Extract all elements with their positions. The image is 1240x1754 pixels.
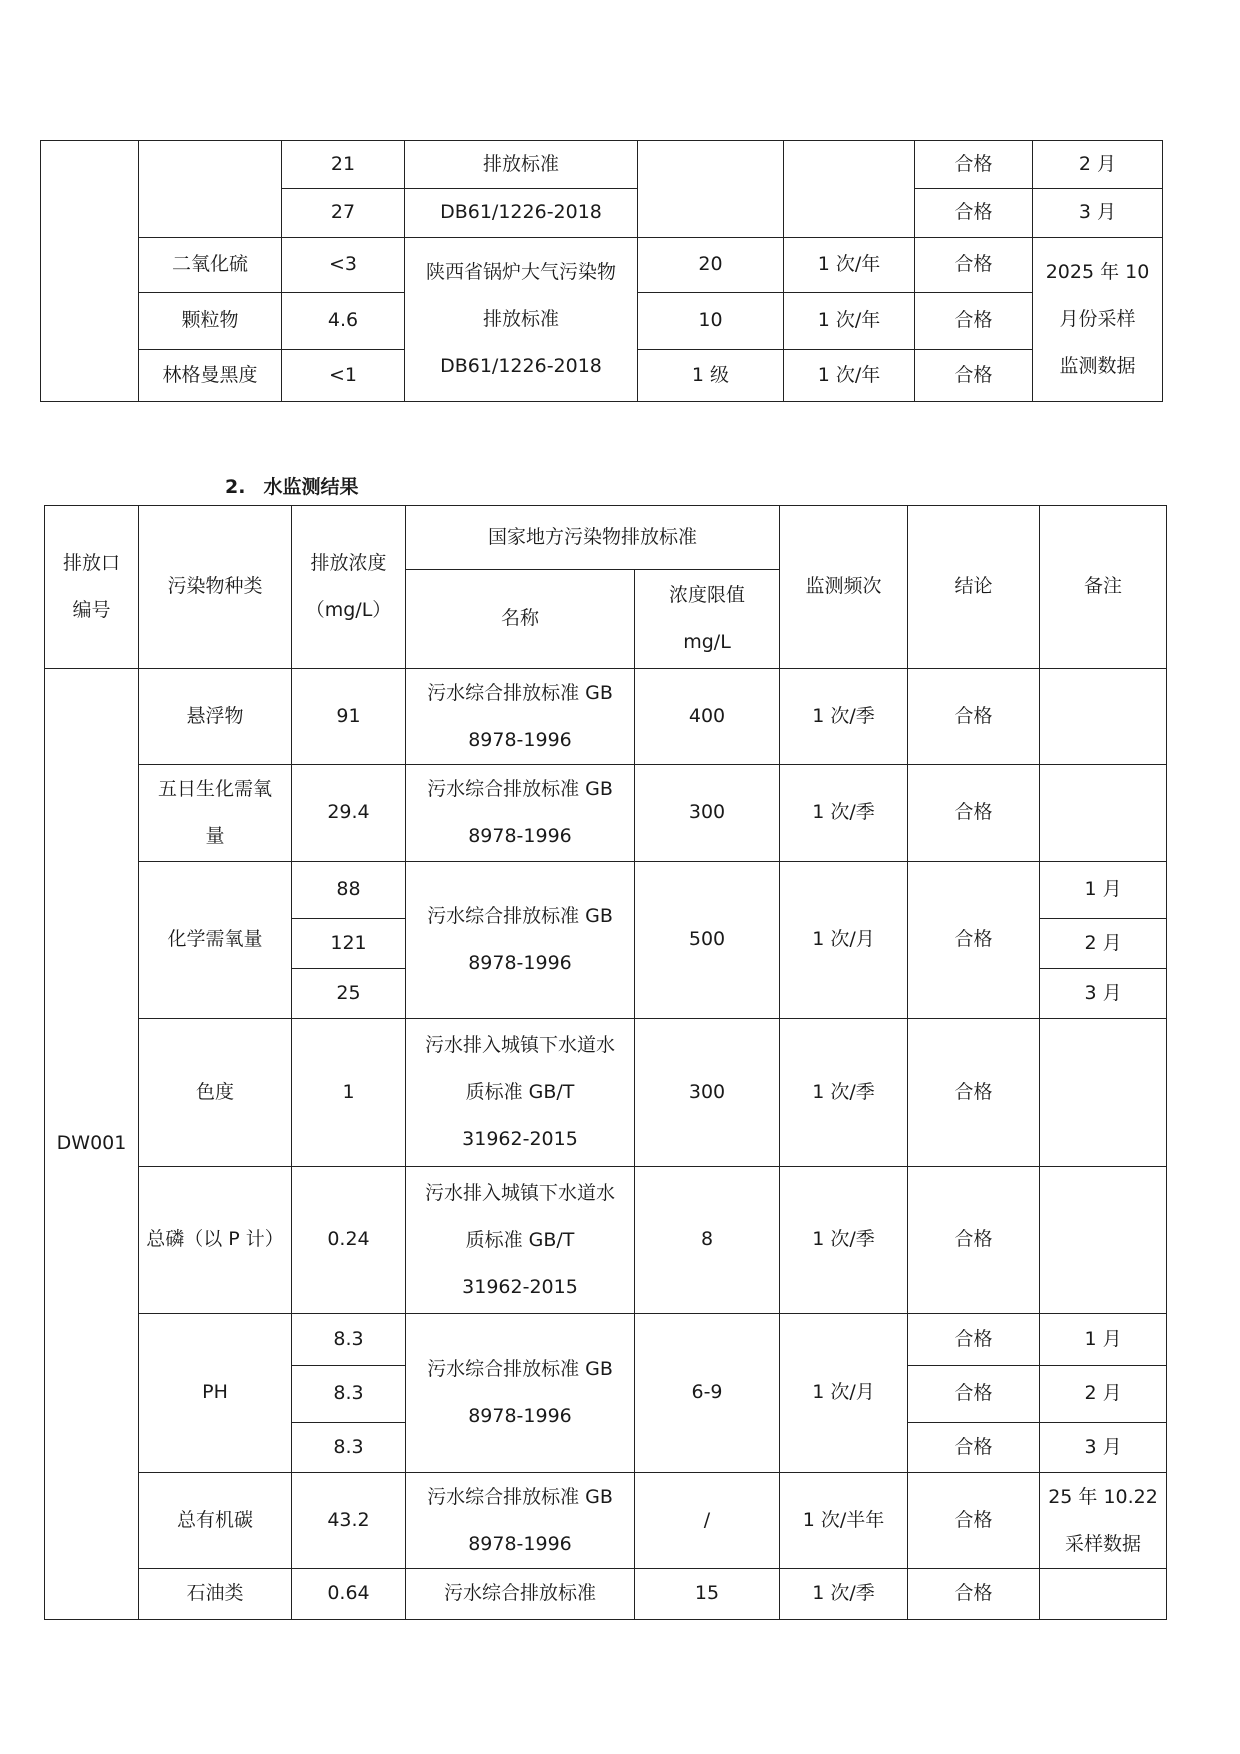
table-cell: 合格 (908, 1473, 1040, 1569)
cell-line: 排放口 (62, 552, 120, 574)
table-cell: 29.4 (292, 765, 406, 862)
cell-line: 浓度限值 (669, 584, 746, 606)
table-row (45, 1167, 1167, 1314)
table-cell: 6-9 (635, 1314, 780, 1473)
table-cell: 20 (638, 238, 784, 293)
table-cell: 10 (638, 293, 784, 350)
table-cell: PH (139, 1314, 292, 1473)
table-cell: 1 次/季 (780, 669, 908, 765)
table-cell: 43.2 (292, 1473, 406, 1569)
table-cell (406, 1167, 635, 1314)
table-cell: 合格 (908, 1019, 1040, 1167)
cell-line: 8978-1996 (468, 1532, 572, 1555)
header-row (45, 506, 1167, 570)
table-cell: 1 (292, 1019, 406, 1167)
table-cell (1033, 238, 1163, 402)
table-cell: 27 (282, 189, 405, 238)
table-row (45, 1314, 1167, 1366)
cell-line: DB61/1226-2018 (440, 355, 602, 377)
section-heading: 水监测结果 (263, 476, 359, 498)
table-cell: 21 (282, 141, 405, 189)
table-cell: 25 (292, 969, 406, 1019)
table-cell (1040, 765, 1167, 862)
table-cell (1040, 1569, 1167, 1620)
table-cell: 合格 (915, 141, 1033, 189)
table-cell: 合格 (908, 765, 1040, 862)
cell-line: 8978-1996 (468, 825, 572, 847)
table-cell: 1 次/年 (784, 238, 915, 293)
air-monitoring-table (40, 140, 1163, 402)
cell-line: mg/L (683, 631, 731, 653)
cell-line: 采样数据 (1065, 1532, 1142, 1555)
table-row (45, 862, 1167, 919)
header-remark: 备注 (1040, 506, 1167, 669)
header-limit (635, 570, 780, 669)
table-row (45, 1473, 1167, 1569)
cell-line: 8978-1996 (468, 1405, 572, 1427)
header-standard-group: 国家地方污染物排放标准 (406, 506, 780, 570)
header-concentration (292, 506, 406, 669)
header-result: 结论 (908, 506, 1040, 669)
section-title (225, 472, 376, 499)
table-cell: <3 (282, 238, 405, 293)
table-cell: 3 月 (1040, 969, 1167, 1019)
table-cell: 合格 (908, 1569, 1040, 1620)
header-standard-name: 名称 (406, 570, 635, 669)
table-cell (405, 238, 638, 402)
table-row (41, 238, 1163, 293)
table-cell: 0.24 (292, 1167, 406, 1314)
cell-line: 污水综合排放标准 GB (427, 1358, 613, 1380)
table-cell (406, 669, 635, 765)
section-number: 2. (225, 476, 246, 498)
cell-line: 8978-1996 (468, 952, 572, 974)
cell-line: 污水综合排放标准 GB (427, 778, 613, 800)
table-cell: 合格 (915, 189, 1033, 238)
header-outlet (45, 506, 139, 669)
cell-line: 监测数据 (1059, 355, 1136, 377)
table-cell: 石油类 (139, 1569, 292, 1620)
table-cell: 林格曼黑度 (139, 350, 282, 402)
header-pollutant: 污染物种类 (139, 506, 292, 669)
table-cell (406, 1473, 635, 1569)
table-cell: 1 次/年 (784, 350, 915, 402)
table-cell: 88 (292, 862, 406, 919)
table-cell: 1 次/年 (784, 293, 915, 350)
table-cell: 1 月 (1040, 1314, 1167, 1366)
cell-line: 污水综合排放标准 GB (427, 905, 613, 927)
table-cell: 3 月 (1033, 189, 1163, 238)
table-cell: 121 (292, 919, 406, 969)
table-cell: 2 月 (1040, 919, 1167, 969)
table-cell: 2 月 (1040, 1366, 1167, 1423)
table-cell: 1 次/月 (780, 862, 908, 1019)
table-cell: 1 级 (638, 350, 784, 402)
table-cell (406, 765, 635, 862)
table-cell: 色度 (139, 1019, 292, 1167)
table-cell: 污水综合排放标准 (406, 1569, 635, 1620)
table-cell: 91 (292, 669, 406, 765)
table-cell: 合格 (915, 293, 1033, 350)
cell-line: 排放标准 (482, 308, 559, 330)
cell-line: 量 (205, 825, 225, 847)
table-cell: 1 次/月 (780, 1314, 908, 1473)
cell-line: 质标准 GB/T (465, 1228, 575, 1251)
table-cell: 排放标准 (405, 141, 638, 189)
table-cell: 4.6 (282, 293, 405, 350)
water-monitoring-table (44, 505, 1167, 1620)
cell-line: 排放浓度 (310, 552, 387, 574)
table-cell: 0.64 (292, 1569, 406, 1620)
table-cell (41, 141, 139, 402)
cell-line: 2025 年 10 (1045, 261, 1150, 283)
table-cell: 颗粒物 (139, 293, 282, 350)
table-cell (1040, 1019, 1167, 1167)
table-cell: 3 月 (1040, 1423, 1167, 1473)
table-cell: 1 次/季 (780, 1167, 908, 1314)
table-cell: 15 (635, 1569, 780, 1620)
table-cell: <1 (282, 350, 405, 402)
table-cell (406, 1019, 635, 1167)
table-row (45, 765, 1167, 862)
cell-line: 污水综合排放标准 GB (427, 681, 613, 704)
table-cell: 合格 (915, 238, 1033, 293)
table-cell (1040, 1167, 1167, 1314)
table-cell (406, 862, 635, 1019)
table-cell: 400 (635, 669, 780, 765)
table-cell: 二氧化硫 (139, 238, 282, 293)
table-cell: 1 月 (1040, 862, 1167, 919)
table-cell: 总磷（以 P 计） (139, 1167, 292, 1314)
cell-line: 25 年 10.22 (1048, 1485, 1158, 1508)
table-cell (784, 141, 915, 238)
table-cell: 化学需氧量 (139, 862, 292, 1019)
table-cell: 合格 (908, 1423, 1040, 1473)
cell-line: （mg/L） (305, 599, 392, 621)
table-cell: 合格 (908, 669, 1040, 765)
table-cell: 总有机碳 (139, 1473, 292, 1569)
table-cell: 8 (635, 1167, 780, 1314)
table-row (45, 1019, 1167, 1167)
table-cell (638, 141, 784, 238)
cell-line: 31962-2015 (462, 1275, 578, 1298)
table-cell: 悬浮物 (139, 669, 292, 765)
cell-line: 污水综合排放标准 GB (427, 1485, 613, 1508)
table-cell (139, 141, 282, 238)
table-cell: 300 (635, 1019, 780, 1167)
table-cell: 8.3 (292, 1423, 406, 1473)
cell-line: 月份采样 (1059, 308, 1136, 330)
table-cell: 1 次/季 (780, 765, 908, 862)
table-cell (1040, 1473, 1167, 1569)
table-cell: DB61/1226-2018 (405, 189, 638, 238)
cell-line: 质标准 GB/T (465, 1081, 575, 1103)
table-cell: 8.3 (292, 1314, 406, 1366)
table-cell: 300 (635, 765, 780, 862)
cell-line: 污水排入城镇下水道水 (424, 1034, 615, 1056)
table-cell: / (635, 1473, 780, 1569)
table-cell (1040, 669, 1167, 765)
cell-line: 8978-1996 (468, 728, 572, 751)
outlet-id: DW001 (45, 669, 139, 1620)
table-cell: 1 次/季 (780, 1569, 908, 1620)
cell-line: 编号 (72, 599, 111, 621)
table-cell (139, 765, 292, 862)
table-cell (406, 1314, 635, 1473)
cell-line: 陕西省锅炉大气污染物 (425, 261, 616, 283)
table-row (41, 141, 1163, 189)
table-cell: 1 次/季 (780, 1019, 908, 1167)
table-cell: 合格 (908, 1167, 1040, 1314)
table-row (45, 669, 1167, 765)
table-cell: 500 (635, 862, 780, 1019)
table-cell: 合格 (908, 1366, 1040, 1423)
table-cell: 合格 (915, 350, 1033, 402)
table-cell: 8.3 (292, 1366, 406, 1423)
header-frequency: 监测频次 (780, 506, 908, 669)
cell-line: 污水排入城镇下水道水 (424, 1181, 615, 1204)
table-cell: 1 次/半年 (780, 1473, 908, 1569)
cell-line: 31962-2015 (462, 1128, 578, 1150)
table-cell: 合格 (908, 862, 1040, 1019)
table-row (45, 1569, 1167, 1620)
cell-line: 五日生化需氧 (157, 778, 272, 800)
table-cell: 合格 (908, 1314, 1040, 1366)
table-cell: 2 月 (1033, 141, 1163, 189)
